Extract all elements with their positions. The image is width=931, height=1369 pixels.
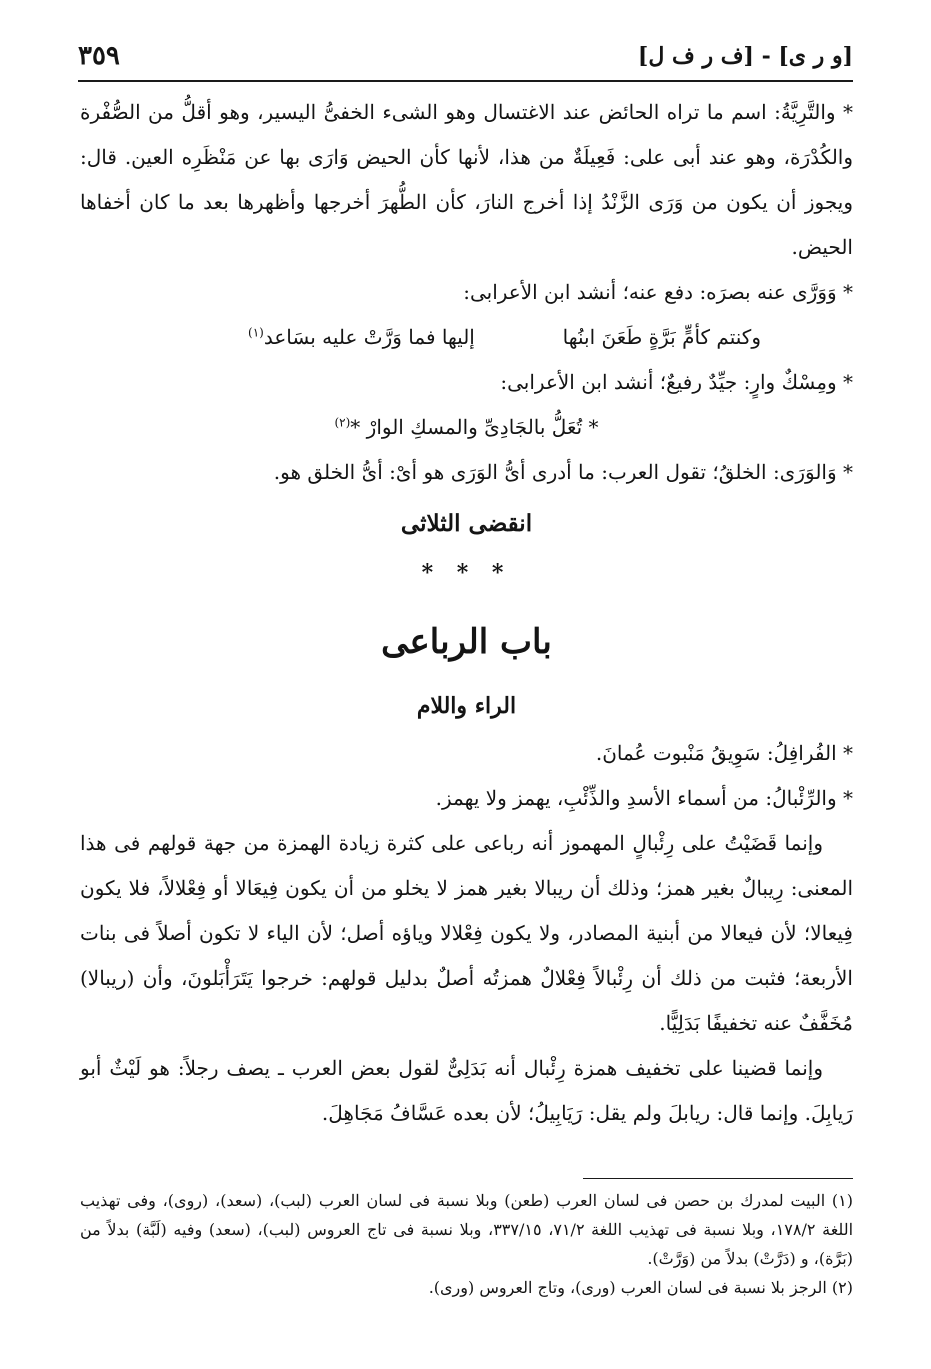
subsection-title: الراء واللام xyxy=(416,693,517,719)
footnote-2: (٢) الرجز بلا نسبة فى لسان العرب (ورى)، وتاج العروس (ورى). xyxy=(428,1278,853,1297)
chapter-title: باب الرباعى xyxy=(381,622,552,662)
entry-tariyya: * والتَّرِيَّةُ: اسم ما تراه الحائض عند الاغتسال وهو الشىء الخفىُّ اليسير، وهو أقلُّ من الصُّفْرة والكُدْرَة، وهو عند أبى على: فَعِيلَةٌ من هذا، لأنها كأن الحيض وَارَى بها عن مَنْظَرِه العين. قال: ويجوز أن يكون من وَرَى الزَّنْدُ إذا أخرج النارَ، كأن الطُّهرَ أخرجها وأظهرها بعد ما كان أخفاها الحيض. xyxy=(80,100,853,259)
verse-2-text: * تُعَلُّ بالجَادِىِّ والمسكِ الوارْ * xyxy=(350,415,599,439)
footnote-ref-1: (١) xyxy=(248,325,264,340)
paragraph-ribal-analysis: وإنما قَضَيْتُ على رِئْبالٍ المهموز أنه رباعى على كثرة زيادة الهمزة من جهة قولهم فى هذا المعنى: رِيبالٌ بغير همز؛ وذلك أن ريبالا بغير همز لا يخلو من أن يكون فِيعَالا أو فِعْلالاً، فلا يكون فِيعالا؛ لأن فيعالا من أبنية المصادر، ولا يكون فِعْلالا وياؤه أصل؛ لأن الياء لا تكون أصلاً فى بنات الأربعة؛ فثبت من ذلك أن رِئْبالاً فِعْلالٌ همزتُه أصلٌ بدليل قولهم: خرجوا يَتَرَأْبَلونَ، وأن (ريبالا) مُخَفَّفٌ عنه تخفيفًا بَدَلِيًّا. xyxy=(80,831,853,1035)
verse-1-first-hemistich: وكنتم كأمٍّ بَرَّةٍ طَعَنَ ابنُها xyxy=(562,325,761,349)
page-number: ٣٥٩ xyxy=(78,41,120,71)
footnote-1: (١) البيت لمدرك بن حصن فى لسان العرب (طعن) وبلا نسبة فى لسان العرب (لبب)، (سعد)، (روى)، وفى تهذيب اللغة ١٧٨/٢، وبلا نسبة فى تهذيب اللغة ٧١/٢، ٣٣٧/١٥، وبلا نسبة فى تاج العروس (لبب)، (سعد) وفيه (لَبَّة) بدلاً من (بَرَّة)، و (دَرَّتْ) بدلاً من (وَرَّتْ). xyxy=(80,1191,854,1268)
verse-1-second-text: إليها فما وَرَّتْ عليه بسَاعد xyxy=(263,325,475,349)
running-title: [و ر ى] - [ف ر ف ل] xyxy=(637,43,853,69)
entry-warra: * وَوَرَّى عنه بصرَه: دفع عنه؛ أنشد ابن الأعرابى: xyxy=(463,280,853,304)
header-rule xyxy=(78,80,853,82)
page-header xyxy=(78,36,853,76)
entry-misk-war: * ومِسْكٌ وارٍ: جيِّدٌ رفيعٌ؛ أنشد ابن الأعرابى: xyxy=(500,370,853,394)
main-text xyxy=(80,90,853,1136)
section-divider-stars: * * * xyxy=(421,560,512,586)
section-end-heading: انقضى الثلاثى xyxy=(400,510,533,537)
paragraph-ribal-evidence: وإنما قضينا على تخفيف همزة رِئْبال أنه بَدَلِىٌّ لقول بعض العرب ـ يصف رجلاً: هو لَيْثٌ أبو رَيابِلَ. وإنما قال: ريابلَ ولم يقل: رَيَابِيلُ؛ لأن بعده عَسَّافُ مَجَاهِلَ. xyxy=(80,1056,853,1125)
entry-furafil: * الفُرافِلُ: سَوِيقُ مَنْبوت عُمانَ. xyxy=(595,741,853,765)
footnote-rule xyxy=(583,1178,853,1179)
footnote-ref-2: (٢) xyxy=(334,415,351,430)
verse-line-1 xyxy=(80,315,853,360)
entry-ribal: * والرِّئْبالُ: من أسماء الأسدِ والذِّئْبِ، يهمز ولا يهمز. xyxy=(435,786,853,810)
footnotes xyxy=(80,1186,853,1302)
verse-1-second-hemistich xyxy=(248,315,475,360)
entry-wara: * وَالوَرَى: الخلقُ؛ تقول العرب: ما أدرى أىُّ الوَرَى هو أىْ: أىُّ الخلق هو. xyxy=(273,460,853,484)
verse-line-2 xyxy=(80,405,853,450)
